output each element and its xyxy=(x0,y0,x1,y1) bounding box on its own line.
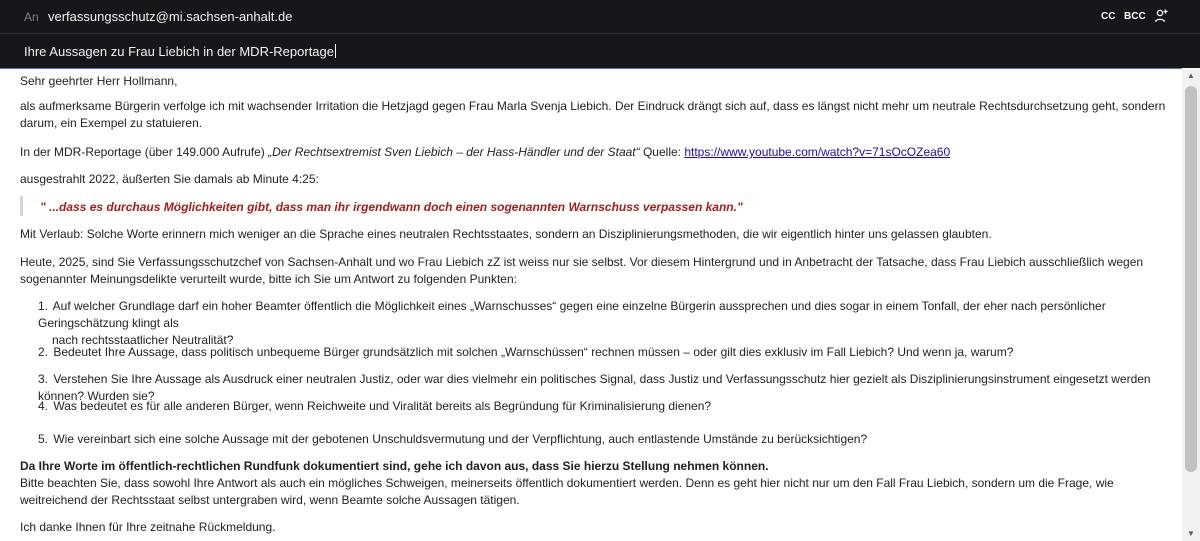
list-number: 3. xyxy=(38,372,49,386)
bcc-button[interactable]: BCC xyxy=(1124,11,1146,22)
to-label: An xyxy=(24,10,39,24)
list-item-text-continued: nach rechtsstaatlicher Neutralität? xyxy=(52,333,234,347)
recipient-field[interactable]: verfassungsschutz@mi.sachsen-anhalt.de xyxy=(48,9,293,24)
list-item xyxy=(38,431,1178,448)
reportage-title: „Der Rechtsextremist Sven Liebich – der Hass-Händler und der Staat“ xyxy=(268,145,640,159)
scrollbar-thumb[interactable] xyxy=(1185,86,1197,472)
closing-line: Ich danke Ihnen für Ihre zeitnahe Rückmeldung. xyxy=(20,520,276,534)
list-number: 5. xyxy=(38,432,49,446)
list-number: 2. xyxy=(38,345,49,359)
subject-field[interactable] xyxy=(24,44,336,59)
reportage-prefix: In der MDR-Reportage (über 149.000 Aufrufe) xyxy=(20,145,269,159)
list-number: 1. xyxy=(38,299,49,313)
source-label: Quelle: xyxy=(639,145,685,159)
list-item xyxy=(38,398,1178,415)
recipient-row xyxy=(0,0,1200,34)
paragraph-context: Heute, 2025, sind Sie Verfassungsschutzchef von Sachsen-Anhalt und wo Frau Liebich zZ ist weiss nur sie selbst. Vor diesem Hintergrund und in Anbetracht der Tatsache, dass Frau Liebich ausschließlich wegen sogenannter Meinungsdelikte verurteilt wurde, bitte ich Sie um Antwort zu folgenden Punkten: xyxy=(20,255,1144,286)
list-item-text: Auf welcher Grundlage darf ein hoher Beamter öffentlich die Möglichkeit eines „Warnschusses“ gegen eine einzelne Bürgerin aussprechen und dies sogar in einem Tonfall, der eher nach persönlicher Geringschätzung klingt als xyxy=(38,299,1106,330)
quote-border xyxy=(20,196,23,216)
vertical-scrollbar[interactable] xyxy=(1182,69,1200,541)
compose-header xyxy=(0,0,1200,68)
blockquote-text: " ...dass es durchaus Möglichkeiten gibt, dass man ihr irgendwann doch einen sogenannten Warnschuss verpassen kann." xyxy=(40,200,743,214)
list-item xyxy=(38,344,1178,361)
list-item-text: Bedeutet Ihre Aussage, dass politisch unbequeme Bürger grundsätzlich mit solchen „Warnschüssen“ rechnen müssen – oder gilt dies exklusiv im Fall Liebich? Und wenn ja, warum? xyxy=(53,345,1014,359)
paragraph-broadcast: ausgestrahlt 2022, äußerten Sie damals ab Minute 4:25: xyxy=(20,172,319,186)
list-item-text: Was bedeutet es für alle anderen Bürger, wenn Reichweite und Viralität bereits als Begründung für Kriminalisierung dienen? xyxy=(53,399,712,413)
list-item-text: Verstehen Sie Ihre Aussage als Ausdruck einer neutralen Justiz, oder war dies vielmehr ein politisches Signal, dass Justiz und Verfassungsschutz hier gezielt als Disziplinierungsinstrument eingesetzt werden können? Wurden sie? xyxy=(38,372,1151,403)
email-body-editor[interactable] xyxy=(0,69,1182,541)
paragraph-remark: Mit Verlaub: Solche Worte erinnern mich weniger an die Sprache eines neutralen Rechtsstaates, sondern an Disziplinierungsmethoden, die wir eigentlich hinter uns gelassen glaubten. xyxy=(20,227,992,241)
youtube-link[interactable]: https://www.youtube.com/watch?v=71sOcOZea60 xyxy=(684,145,951,159)
chevron-down-icon[interactable]: ▼ xyxy=(1187,529,1195,538)
cc-button[interactable]: CC xyxy=(1101,11,1116,22)
list-item-text: Wie vereinbart sich eine solche Aussage mit der gebotenen Unschuldsvermutung und der Verpflichtung, auch entlastende Umstände zu berücksichtigen? xyxy=(53,432,868,446)
bold-statement: Da Ihre Worte im öffentlich-rechtlichen Rundfunk dokumentiert sind, gehe ich davon aus, dass Sie hierzu Stellung nehmen können. xyxy=(20,459,769,473)
chevron-up-icon[interactable]: ▲ xyxy=(1187,71,1195,80)
paragraph-reportage xyxy=(20,144,1180,161)
paragraph-intro: als aufmerksame Bürgerin verfolge ich mit wachsender Irritation die Hetzjagd gegen Frau Marla Svenja Liebich. Der Eindruck drängt sich auf, dass es längst nicht mehr um neutrale Rechtsdurchsetzung geht, sondern darum, ein Exempel zu statuieren. xyxy=(20,99,1166,130)
list-number: 4. xyxy=(38,399,49,413)
greeting: Sehr geehrter Herr Hollmann, xyxy=(20,74,178,88)
text-cursor xyxy=(335,44,336,58)
list-item xyxy=(38,298,1178,349)
subject-text: Ihre Aussagen zu Frau Liebich in der MDR-Reportage xyxy=(24,44,334,59)
paragraph-notice: Bitte beachten Sie, dass sowohl Ihre Antwort als auch ein mögliches Schweigen, meinerseits öffentlich dokumentiert werden. Denn es geht hier nicht nur um den Fall Frau Liebich, sondern um die Frage, wie weitreichend der Rechtsstaat selbst untergraben wird, wenn Beamte solche Aussagen tätigen. xyxy=(20,476,1114,507)
person-add-icon[interactable] xyxy=(1153,8,1169,24)
